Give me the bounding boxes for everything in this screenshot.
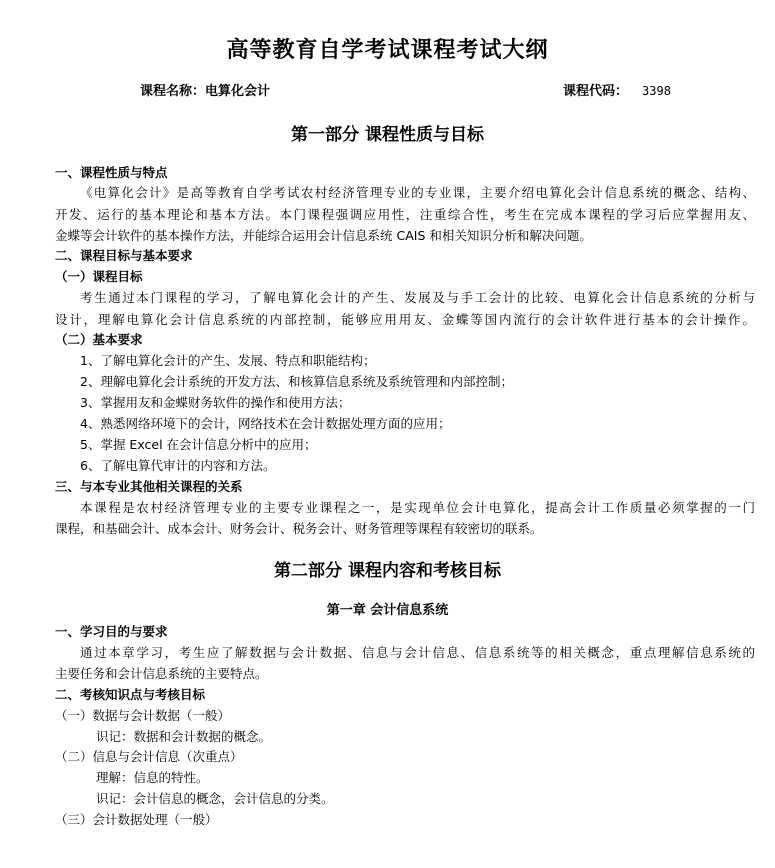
part2-title: 第二部分 课程内容和考核目标 <box>274 561 501 581</box>
knowledge-point: （一）数据与会计数据（一般） <box>55 708 231 723</box>
list-item: 2、理解电算化会计系统的开发方法、和核算信息系统及系统管理和内部控制； <box>80 374 513 389</box>
subsection-heading: （一）课程目标 <box>55 269 143 284</box>
course-code-label: 课程代码： <box>563 84 629 99</box>
list-item: 6、了解电算代审计的内容和方法。 <box>80 458 276 473</box>
document-title: 高等教育自学考试课程考试大纲 <box>226 38 549 63</box>
paragraph-line: 课程，和基础会计、成本会计、财务会计、税务会计、财务管理等课程有较密切的联系。 <box>55 521 543 536</box>
part1-title: 第一部分 课程性质与目标 <box>291 125 484 145</box>
chapter-title: 第一章 会计信息系统 <box>326 603 449 618</box>
paragraph-line: 设计，理解电算化会计信息系统的内部控制，能够应用用友、金蝶等国内流行的会计软件进行基本的会计操作。 <box>55 312 755 327</box>
knowledge-point: （二）信息与会计信息（次重点） <box>55 749 243 764</box>
knowledge-point: （三）会计数据处理（一般） <box>55 812 218 827</box>
section-heading: 一、课程性质与特点 <box>55 165 168 180</box>
section-heading: 二、课程目标与基本要求 <box>55 248 193 263</box>
list-item: 4、熟悉网络环境下的会计，网络技术在会计数据处理方面的应用； <box>80 416 451 431</box>
objective-line: 识记：会计信息的概念，会计信息的分类。 <box>96 791 334 806</box>
paragraph-line: 本课程是农村经济管理专业的主要专业课程之一，是实现单位会计电算化，提高会计工作质量必须掌握的一门 <box>80 500 755 515</box>
paragraph-line: 开发、运行的基本理论和基本方法。本门课程强调应用性，注重综合性，考生在完成本课程的学习后应掌握用友、 <box>55 207 755 222</box>
paragraph-line: 主要任务和会计信息系统的主要特点。 <box>55 666 268 681</box>
subsection-heading: （二）基本要求 <box>55 332 143 347</box>
course-code <box>563 80 671 99</box>
paragraph-line: 考生通过本门课程的学习，了解电算化会计的产生、发展及与手工会计的比较、电算化会计信息系统的分析与 <box>80 290 755 305</box>
course-name: 课程名称：电算化会计 <box>140 84 271 99</box>
section-heading: 一、学习目的与要求 <box>55 624 168 639</box>
objective-line: 识记：数据和会计数据的概念。 <box>96 729 272 744</box>
course-code-value: 3398 <box>642 84 671 98</box>
paragraph-line: 《电算化会计》是高等教育自学考试农村经济管理专业的专业课，主要介绍电算化会计信息系统的概念、结构、 <box>80 185 755 200</box>
list-item: 3、掌握用友和金蝶财务软件的操作和使用方法； <box>80 395 351 410</box>
list-item: 5、掌握 Excel 在会计信息分析中的应用； <box>80 437 317 452</box>
paragraph-line: 通过本章学习，考生应了解数据与会计数据、信息与会计信息、信息系统等的相关概念，重点理解信息系统的 <box>80 645 755 660</box>
list-item: 1、了解电算化会计的产生、发展、特点和职能结构； <box>80 353 376 368</box>
paragraph-line: 金蝶等会计软件的基本操作方法，并能综合运用会计信息系统 CAIS 和相关知识分析和解决问题。 <box>55 228 592 243</box>
section-heading: 三、与本专业其他相关课程的关系 <box>55 479 243 494</box>
section-heading: 二、考核知识点与考核目标 <box>55 687 206 702</box>
objective-line: 理解：信息的特性。 <box>96 770 209 785</box>
